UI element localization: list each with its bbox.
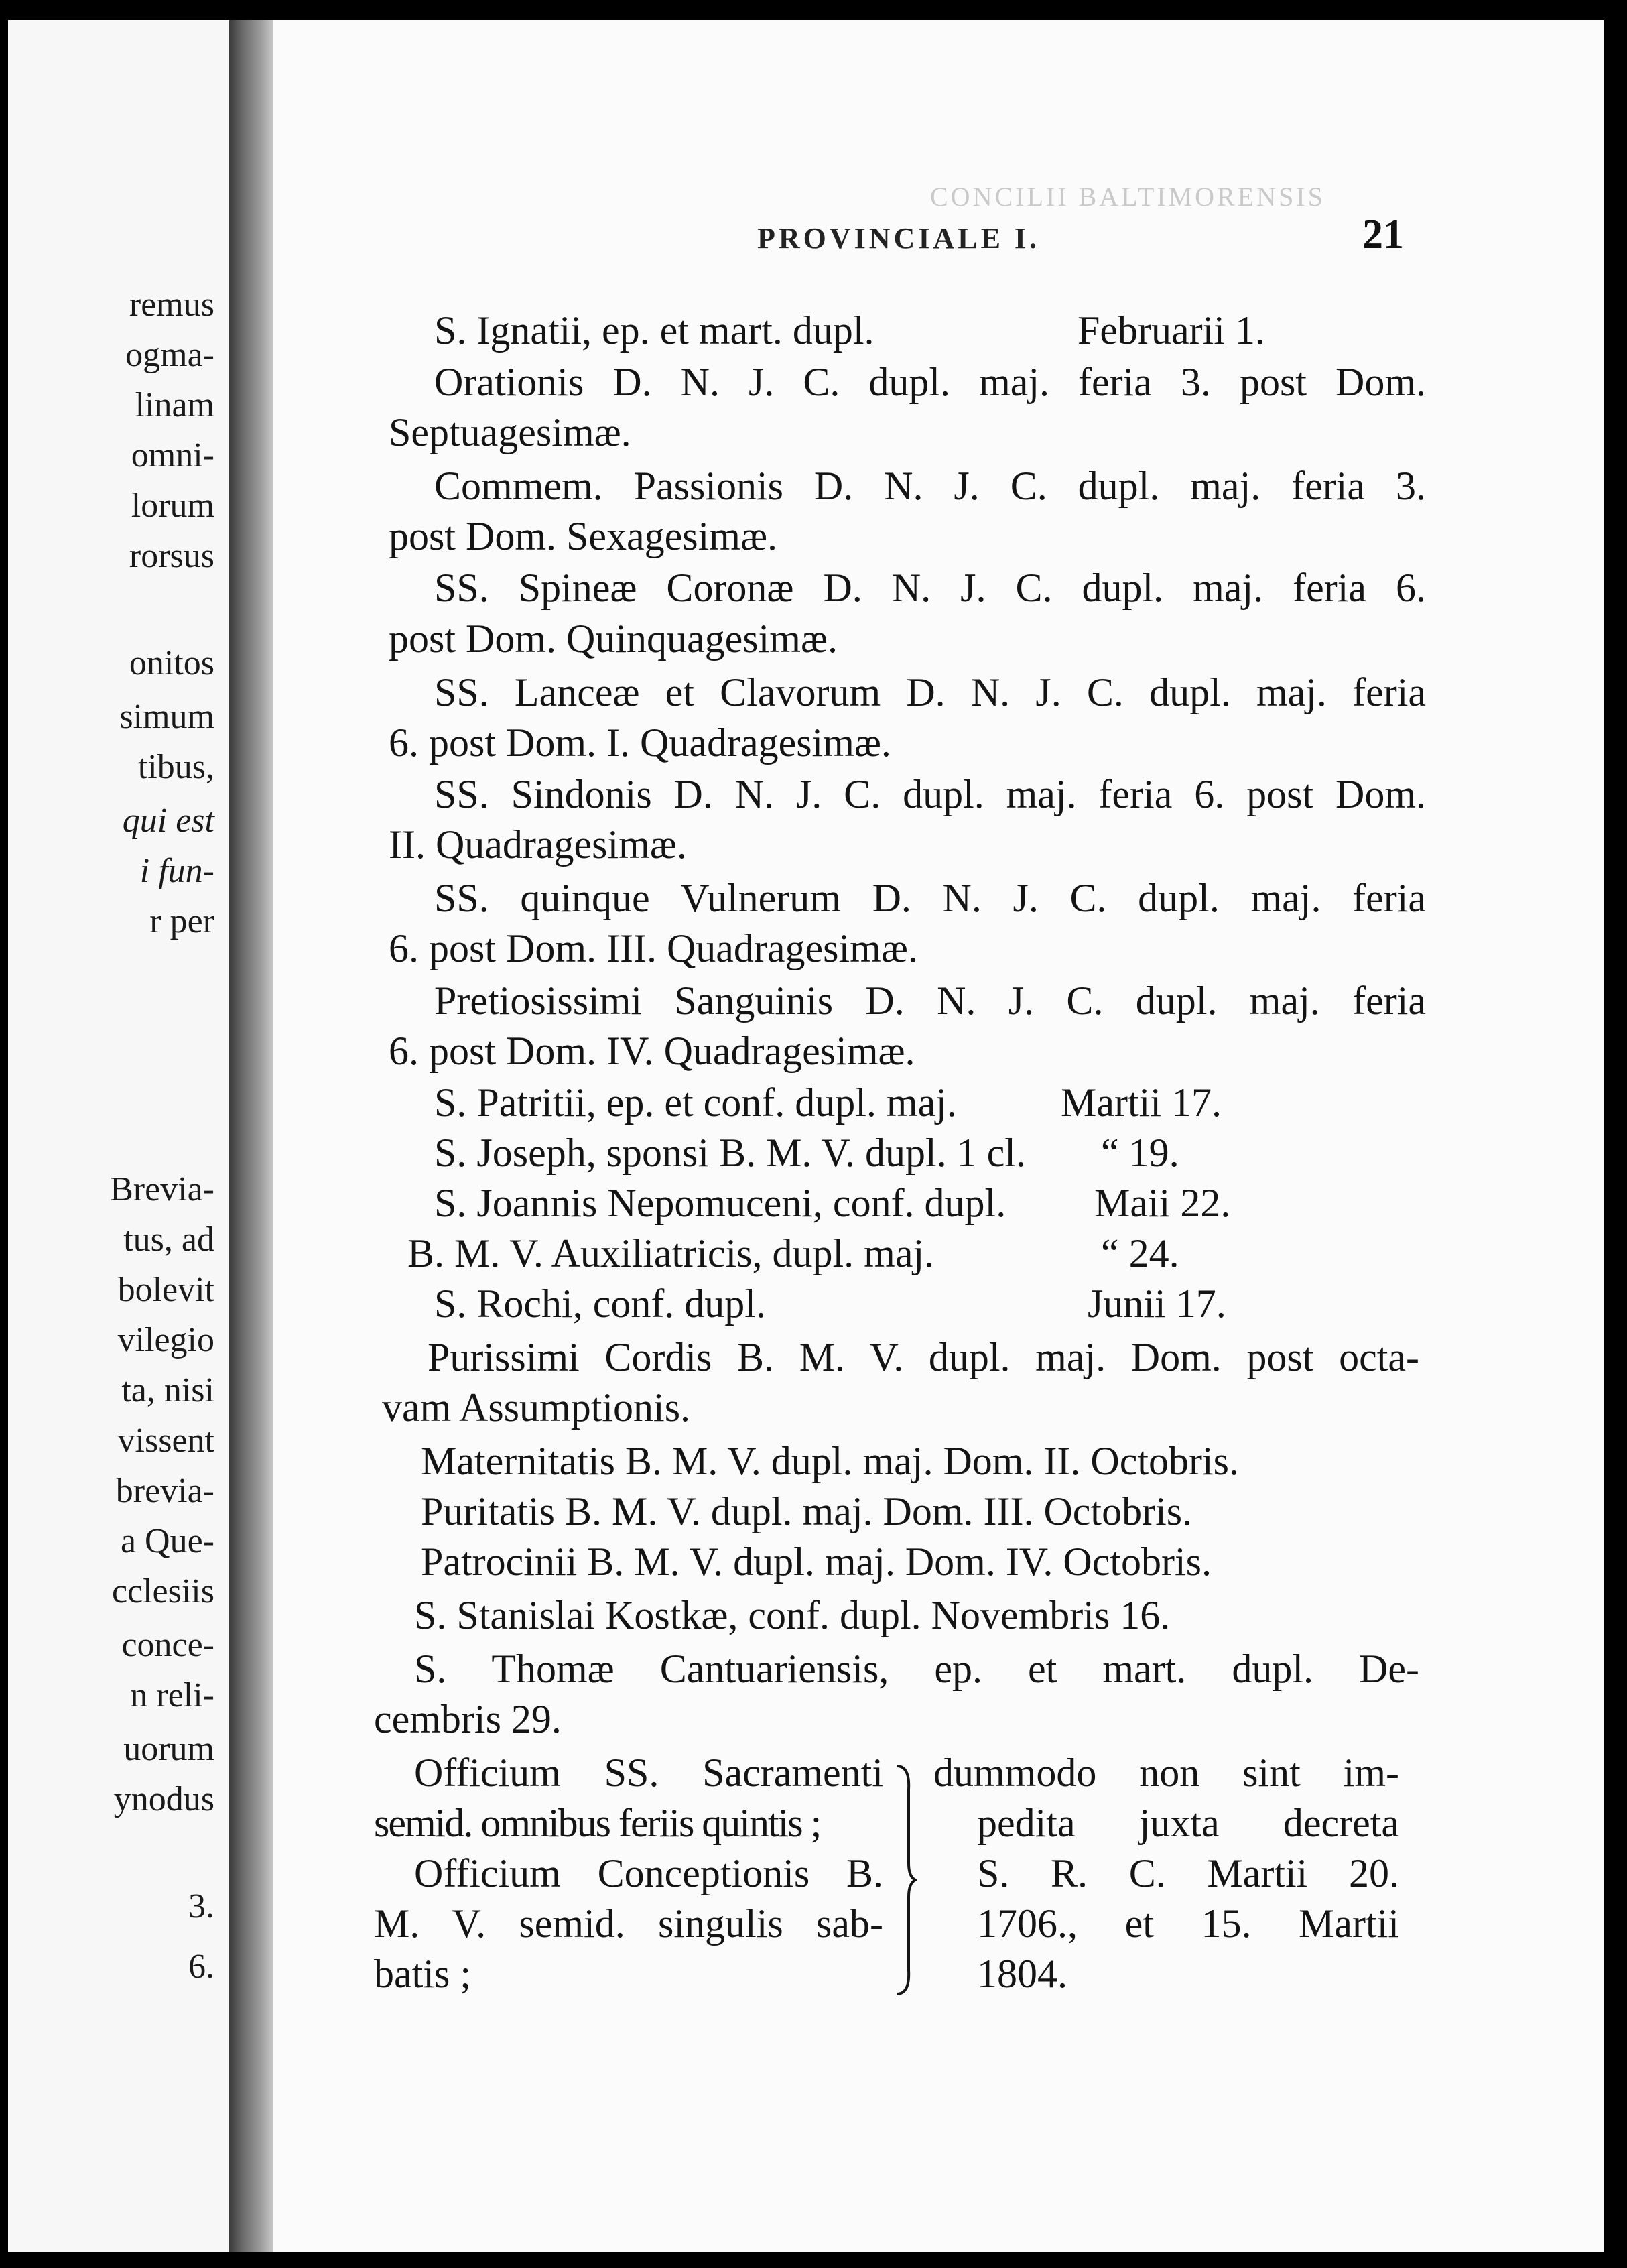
left-fragment: a Que- <box>120 1522 214 1560</box>
entry-date: Februarii 1. <box>1078 308 1265 353</box>
curly-brace-icon <box>890 1763 917 1997</box>
entry-continuation: II. Quadragesimæ. <box>389 822 687 867</box>
entry-line: SS. Spineæ Coronæ D. N. J. C. dupl. maj. feria 6. <box>434 566 1426 610</box>
left-fragment: lorum <box>131 487 214 525</box>
entry-line: B. M. V. Auxiliatricis, dupl. maj. <box>407 1231 935 1275</box>
entry-continuation: Septuagesimæ. <box>389 410 631 454</box>
entry-line: SS. Sindonis D. N. J. C. dupl. maj. feria 6. post Dom. <box>434 772 1426 816</box>
entry-line: Purissimi Cordis B. M. V. dupl. maj. Dom. post octa- <box>428 1335 1419 1379</box>
entry-line: Commem. Passionis D. N. J. C. dupl. maj. feria 3. <box>434 464 1426 508</box>
officia-left-line: batis ; <box>374 1952 471 1996</box>
left-fragment: 6. <box>188 1948 214 1986</box>
entry-date: Junii 17. <box>1088 1281 1226 1326</box>
left-fragment: bolevit <box>117 1271 214 1309</box>
entry-continuation: post Dom. Sexagesimæ. <box>389 514 777 558</box>
left-fragment: conce- <box>121 1626 214 1664</box>
officia-right-line: dummodo non sint im- <box>933 1751 1399 1795</box>
left-fragment: ogma- <box>125 336 214 374</box>
entry-line: Orationis D. N. J. C. dupl. maj. feria 3. post Dom. <box>434 360 1426 404</box>
bleed-through-text: CONCILII BALTIMORENSIS <box>930 182 1325 212</box>
left-fragment: ta, nisi <box>121 1371 214 1409</box>
officia-right-line: S. R. C. Martii 20. <box>977 1851 1399 1895</box>
entry-line: S. Joannis Nepomuceni, conf. dupl. <box>434 1181 1006 1225</box>
entry-line: S. Joseph, sponsi B. M. V. dupl. 1 cl. <box>434 1131 1026 1175</box>
entry-continuation: 6. post Dom. III. Quadragesimæ. <box>389 926 918 970</box>
entry-line: S. Stanislai Kostkæ, conf. dupl. Novembris 16. <box>414 1593 1171 1637</box>
officia-right-line: 1804. <box>977 1952 1067 1996</box>
left-fragment: simum <box>119 698 214 736</box>
entry-continuation: 6. post Dom. IV. Quadragesimæ. <box>389 1029 915 1073</box>
officia-left-line: M. V. semid. singulis sab- <box>374 1901 883 1946</box>
officia-right-line: 1706., et 15. Martii <box>977 1901 1399 1946</box>
entry-line: S. Ignatii, ep. et mart. dupl. <box>434 308 874 353</box>
left-fragment: rorsus <box>129 537 214 575</box>
entry-line: S. Thomæ Cantuariensis, ep. et mart. dupl. De- <box>414 1647 1419 1691</box>
left-facing-page <box>8 20 229 2252</box>
entry-date: Martii 17. <box>1061 1080 1222 1125</box>
left-fragment: tus, ad <box>123 1220 214 1259</box>
entry-line: Puritatis B. M. V. dupl. maj. Dom. III. Octobris. <box>421 1489 1193 1533</box>
left-fragment: qui est <box>122 802 214 840</box>
running-head: PROVINCIALE I. <box>757 222 1041 255</box>
left-fragment: Brevia- <box>110 1170 214 1208</box>
entry-continuation: vam Assumptionis. <box>382 1385 691 1430</box>
left-fragment: r per <box>149 902 214 940</box>
entry-line: SS. quinque Vulnerum D. N. J. C. dupl. maj. feria <box>434 876 1426 920</box>
entry-date: “ 24. <box>1101 1231 1179 1275</box>
left-fragment: vissent <box>117 1422 214 1460</box>
entry-continuation: post Dom. Quinquagesimæ. <box>389 617 838 661</box>
left-fragment: omni- <box>131 436 214 475</box>
page-number: 21 <box>1362 212 1404 257</box>
officia-left-line: Officium SS. Sacramenti <box>414 1751 883 1795</box>
left-fragment: cclesiis <box>111 1572 214 1611</box>
left-fragment: n reli- <box>130 1676 214 1714</box>
left-fragment: linam <box>135 386 214 424</box>
entry-continuation: cembris 29. <box>374 1697 562 1741</box>
left-fragment: vilegio <box>117 1321 214 1359</box>
entry-date: “ 19. <box>1101 1131 1179 1175</box>
officia-right-line: pedita juxta decreta <box>977 1801 1399 1845</box>
left-fragment: brevia- <box>115 1472 214 1510</box>
left-fragment: onitos <box>129 644 214 682</box>
entry-date: Maii 22. <box>1094 1181 1231 1225</box>
entry-line: Pretiosissimi Sanguinis D. N. J. C. dupl. maj. feria <box>434 979 1426 1023</box>
officia-left-line: semid. omnibus feriis quintis ; <box>374 1801 821 1845</box>
left-fragment: 3. <box>188 1887 214 1926</box>
left-fragment: i fun- <box>139 852 214 890</box>
entry-line: S. Rochi, conf. dupl. <box>434 1281 766 1326</box>
entry-line: Maternitatis B. M. V. dupl. maj. Dom. II. Octobris. <box>421 1439 1240 1483</box>
entry-line: SS. Lanceæ et Clavorum D. N. J. C. dupl. maj. feria <box>434 670 1426 714</box>
left-fragment: tibus, <box>137 748 214 786</box>
entry-line: S. Patritii, ep. et conf. dupl. maj. <box>434 1080 957 1125</box>
entry-continuation: 6. post Dom. I. Quadragesimæ. <box>389 720 891 765</box>
left-fragment: ynodus <box>113 1780 214 1818</box>
entry-line: Patrocinii B. M. V. dupl. maj. Dom. IV. Octobris. <box>421 1539 1212 1584</box>
officia-left-line: Officium Conceptionis B. <box>414 1851 883 1895</box>
book-gutter-shadow <box>229 20 273 2252</box>
left-fragment: remus <box>129 286 214 324</box>
left-fragment: uorum <box>123 1730 214 1768</box>
book-page <box>273 20 1604 2252</box>
